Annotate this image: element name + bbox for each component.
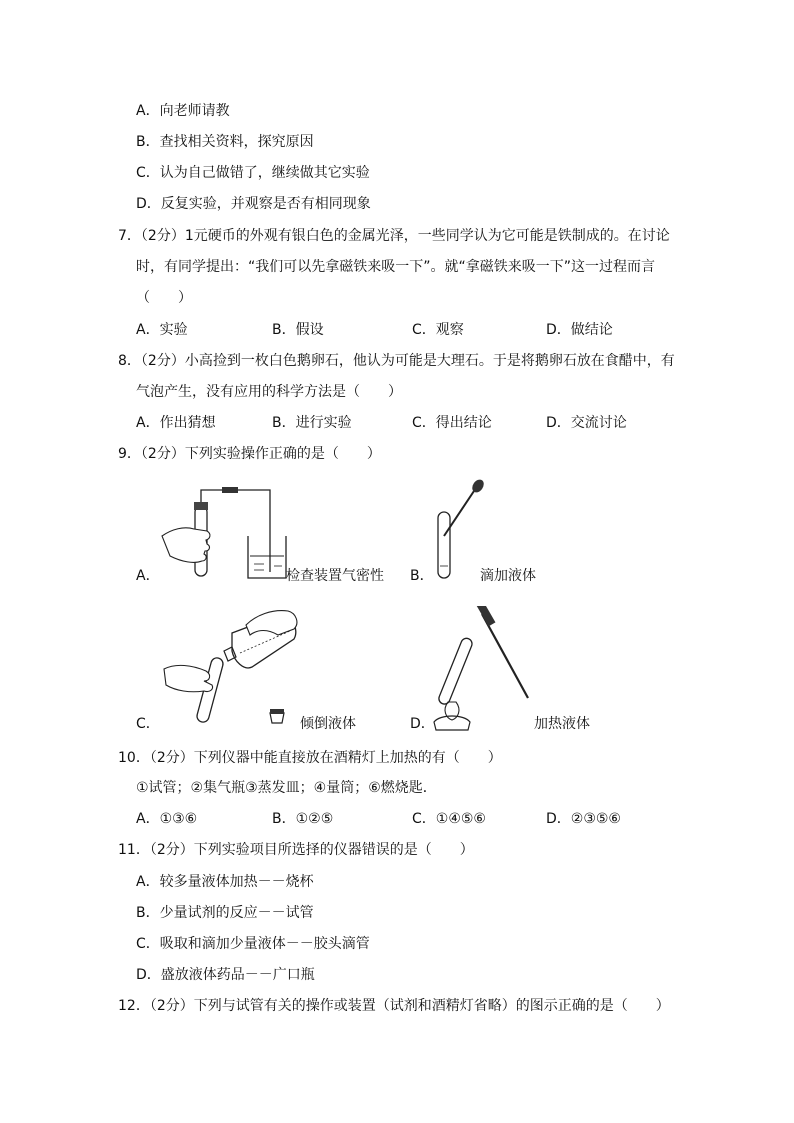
q10-option-c: C．①④⑤⑥ <box>412 811 486 827</box>
q10-option-d: D．②③⑤⑥ <box>546 811 621 827</box>
q8-option-a: A．作出猜想 <box>136 415 216 431</box>
q8-stem-line1: 8．（2分）小高捡到一枚白色鹅卵石，他认为可能是大理石。于是将鹅卵石放在食醋中，有 <box>118 353 675 369</box>
q10-stem-line2: ①试管；②集气瓶③蒸发皿；④量筒；⑥燃烧匙． <box>136 780 437 796</box>
q11-option-c: C．吸取和滴加少量液体－－胶头滴管 <box>136 936 370 952</box>
q7-option-a: A．实验 <box>136 322 188 338</box>
q9-stem: 9．（2分）下列实验操作正确的是（ ） <box>118 446 381 462</box>
q10-option-a: A．①③⑥ <box>136 811 198 827</box>
q9-option-a-letter: A． <box>136 568 160 584</box>
q7-option-c: C．观察 <box>412 322 464 338</box>
q8-option-d: D．交流讨论 <box>546 415 627 431</box>
heating-liquid-figure <box>432 606 536 732</box>
q11-stem: 11．（2分）下列实验项目所选择的仪器错误的是（ ） <box>118 842 474 858</box>
q6-option-d: D．反复实验，并观察是否有相同现象 <box>136 196 371 212</box>
q9-option-d-caption: 加热液体 <box>534 716 590 732</box>
q9-option-b-caption: 滴加液体 <box>480 568 536 584</box>
q7-option-b: B．假设 <box>272 322 324 338</box>
q8-stem-line2: 气泡产生，没有应用的科学方法是（ ） <box>136 384 402 400</box>
pouring-liquid-figure <box>160 605 310 733</box>
airtightness-check-figure <box>160 484 290 584</box>
q9-option-b-letter: B． <box>410 568 434 584</box>
q9-option-c-letter: C． <box>136 716 160 732</box>
q9-option-c-caption: 倾倒液体 <box>300 716 356 732</box>
q10-stem-line1: 10．（2分）下列仪器中能直接放在酒精灯上加热的有（ ） <box>118 750 502 766</box>
q7-option-d: D．做结论 <box>546 322 613 338</box>
q11-option-d: D．盛放液体药品－－广口瓶 <box>136 967 315 983</box>
q10-option-b: B．①②⑤ <box>272 811 334 827</box>
q9-option-a-caption: 检查装置气密性 <box>286 568 384 584</box>
q7-stem-line3: （ ） <box>136 290 192 306</box>
q11-option-a: A．较多量液体加热－－烧杯 <box>136 874 314 890</box>
q12-stem: 12．（2分）下列与试管有关的操作或装置（试剂和酒精灯省略）的图示正确的是（ ） <box>118 998 670 1014</box>
q8-option-c: C．得出结论 <box>412 415 492 431</box>
q6-option-b: B．查找相关资料，探究原因 <box>136 134 314 150</box>
q9-option-d-letter: D． <box>410 716 435 732</box>
q6-option-c: C．认为自己做错了，继续做其它实验 <box>136 165 370 181</box>
q7-stem-line2: 时，有同学提出：“我们可以先拿磁铁来吸一下”。就“拿磁铁来吸一下”这一过程而言 <box>136 259 656 275</box>
q8-option-b: B．进行实验 <box>272 415 352 431</box>
q11-option-b: B．少量试剂的反应－－试管 <box>136 905 314 921</box>
q7-stem-line1: 7．（2分）1元硬币的外观有银白色的金属光泽，一些同学认为它可能是铁制成的。在讨论 <box>118 228 670 244</box>
q6-option-a: A．向老师请教 <box>136 103 230 119</box>
